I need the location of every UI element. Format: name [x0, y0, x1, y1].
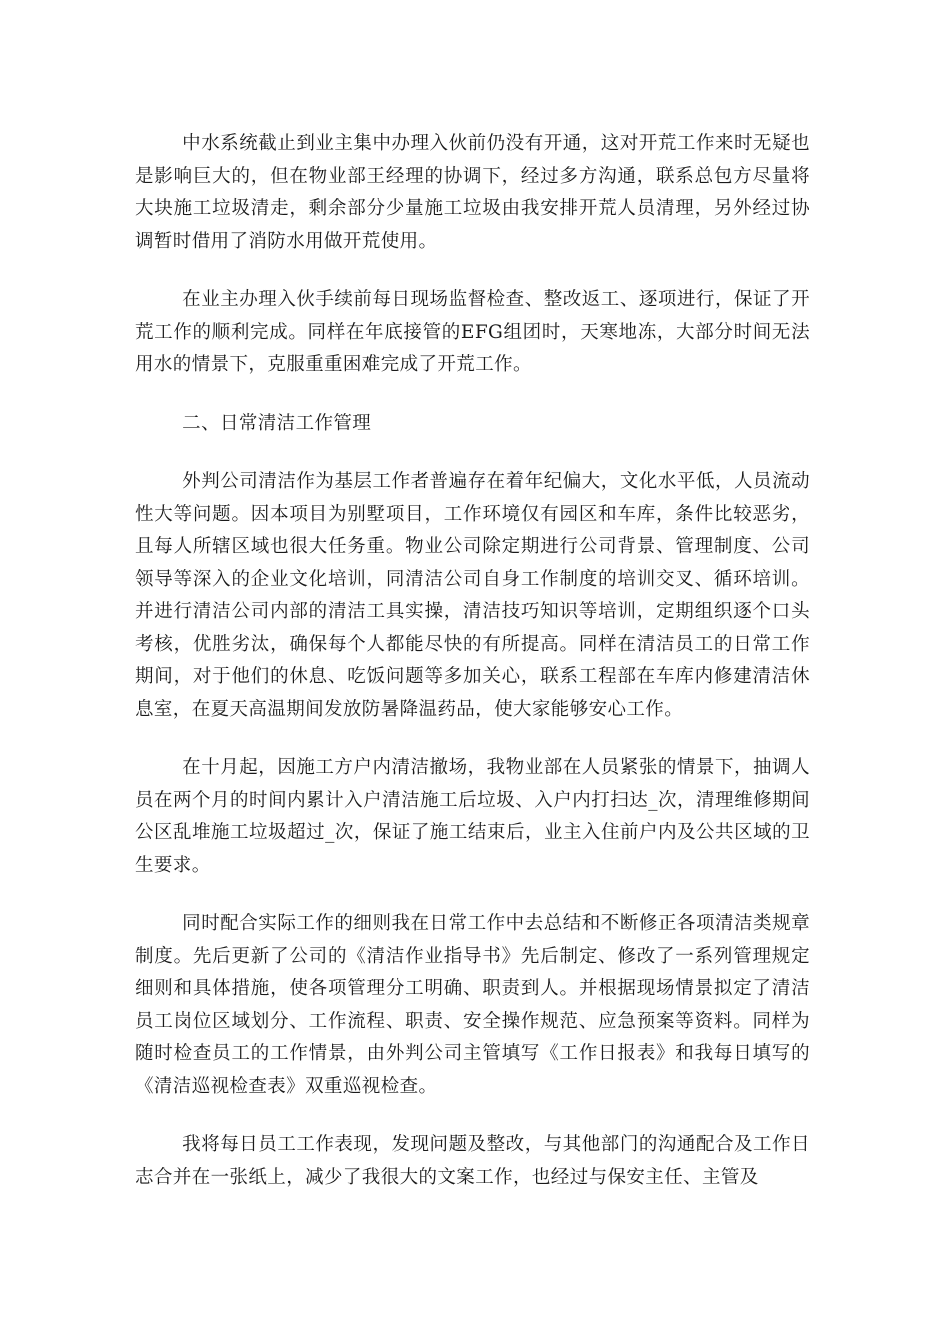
document-body [135, 128, 810, 1220]
section-heading-daily-cleaning: 二、日常清洁工作管理 [182, 412, 372, 434]
paragraph-daily-log: 我将每日员工工作表现，发现问题及整改，与其他部门的沟通配合及工作日志合并在一张纸上，减少了我很大的文案工作，也经过与保安主任、主管及 [135, 1134, 810, 1188]
paragraph-regulations: 同时配合实际工作的细则我在日常工作中去总结和不断修正各项清洁类规章制度。先后更新了公司的《清洁作业指导书》先后制定、修改了一系列管理规定细则和具体措施，使各项管理分工明确、职责到人。并根据现场情景拟定了清洁员工岗位区域划分、工作流程、职责、安全操作规范、应急预案等资料。同样为随时检查员工的工作情景，由外判公司主管填写《工作日报表》和我每日填写的《清洁巡视检查表》双重巡视检查。 [135, 913, 810, 1097]
paragraph-october-cleanup: 在十月起，因施工方户内清洁撤场，我物业部在人员紧张的情景下，抽调人员在两个月的时间内累计入户清洁施工后垃圾、入户内打扫达_次，清理维修期间公区乱堆施工垃圾超过_次，保证了施工结束后，业主入住前户内及公共区域的卫生要求。 [135, 757, 810, 876]
paragraph-outsourced-cleaning: 外判公司清洁作为基层工作者普遍存在着年纪偏大，文化水平低，人员流动性大等问题。因本项目为别墅项目，工作环境仅有园区和车库，条件比较恶劣，且每人所辖区域也很大任务重。物业公司除定期进行公司背景、管理制度、公司领导等深入的企业文化培训，同清洁公司自身工作制度的培训交叉、循环培训。并进行清洁公司内部的清洁工具实操，清洁技巧知识等培训，定期组织逐个口头考核，优胜劣汰，确保每个人都能尽快的有所提高。同样在清洁员工的日常工作期间，对于他们的休息、吃饭问题等多加关心，联系工程部在车库内修建清洁休息室，在夏天高温期间发放防暑降温药品，使大家能够安心工作。 [135, 471, 810, 720]
paragraph-move-in-inspection: 在业主办理入伙手续前每日现场监督检查、整改返工、逐项进行，保证了开荒工作的顺利完成。同样在年底接管的EFG组团时，天寒地冻，大部分时间无法用水的情景下，克服重重困难完成了开荒工作。 [135, 289, 810, 375]
paragraph-drainage-system: 中水系统截止到业主集中办理入伙前仍没有开通，这对开荒工作来时无疑也是影响巨大的，但在物业部王经理的协调下，经过多方沟通，联系总包方尽量将大块施工垃圾清走，剩余部分少量施工垃圾由我安排开荒人员清理，另外经过协调暂时借用了消防水用做开荒使用。 [135, 133, 810, 252]
